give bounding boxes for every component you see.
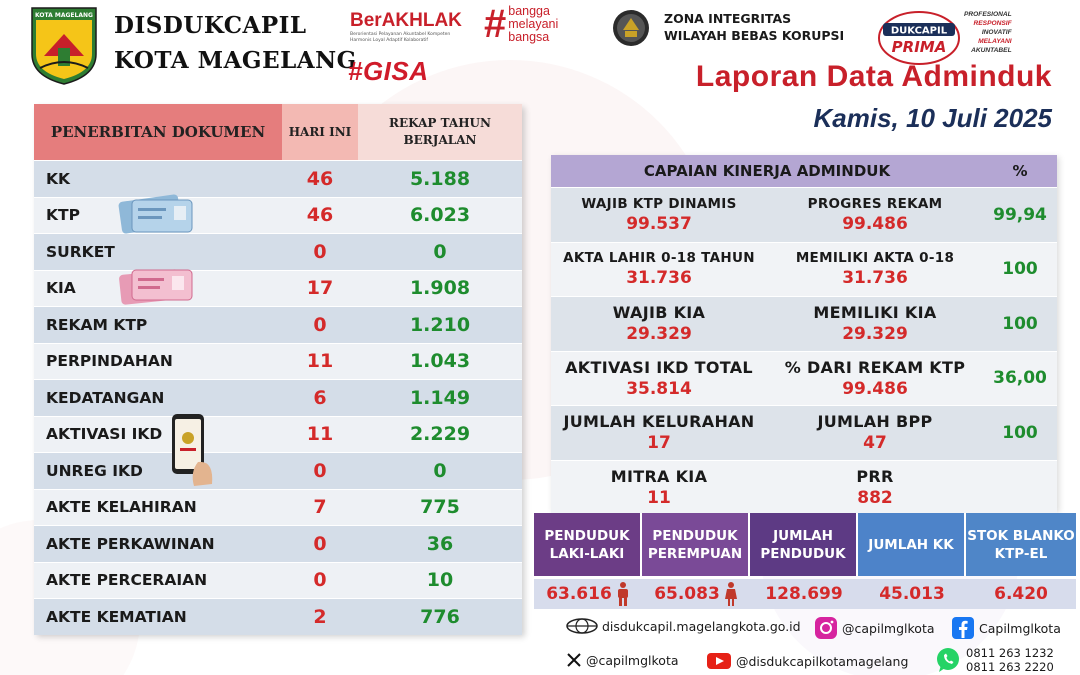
berakhlak-logo — [350, 10, 480, 44]
capaian-metric — [767, 243, 983, 297]
document-issuance-table — [34, 104, 522, 634]
bangga-line-1: bangga — [508, 3, 550, 18]
header-year-total: REKAP TAHUN BERJALAN — [358, 104, 522, 160]
metric-percent: 100 — [1002, 259, 1038, 280]
gisa-logo: #GISA — [348, 56, 429, 86]
table-row — [34, 452, 522, 489]
twitter-link[interactable] — [566, 652, 679, 668]
table-row — [34, 379, 522, 416]
instagram-icon — [814, 616, 838, 640]
metric-label: WAJIB KIA — [612, 303, 706, 323]
today-count: 0 — [313, 240, 327, 263]
zona-line-2: WILAYAH BEBAS KORUPSI — [664, 28, 845, 43]
population-kk-value: 45.013 — [879, 584, 945, 604]
dukcapil-prima-logo — [877, 10, 961, 66]
prima-value: AKUNTABEL — [971, 47, 1012, 54]
capaian-kinerja-panel — [551, 155, 1057, 511]
report-date: Kamis, 10 Juli 2025 — [813, 103, 1052, 133]
prima-value: INOVATIF — [981, 29, 1012, 36]
berakhlak-sub-2: Harmonis Loyal Adaptif Kolaboratif — [350, 38, 429, 43]
capaian-metric — [767, 188, 983, 242]
capaian-row — [551, 242, 1057, 297]
metric-label: AKTIVASI IKD TOTAL — [565, 357, 753, 377]
document-label: AKTE PERKAWINAN — [46, 534, 215, 553]
capaian-percent-header: % — [1012, 162, 1028, 180]
today-count: 46 — [306, 204, 334, 227]
table-row — [34, 270, 522, 307]
metric-value: 29.329 — [842, 324, 908, 345]
table-row — [34, 562, 522, 599]
agency-line-2: KOTA MAGELANG — [114, 47, 357, 74]
today-count: 11 — [306, 423, 334, 446]
berakhlak-word: BerAKHLAK — [350, 10, 462, 31]
table-header — [34, 104, 522, 160]
metric-value: 31.736 — [626, 268, 692, 289]
capaian-row — [551, 351, 1057, 406]
x-twitter-icon — [566, 652, 582, 668]
metric-value: 35.814 — [626, 378, 692, 399]
today-count: 17 — [306, 277, 334, 300]
prima-value: MELAYANI — [978, 38, 1012, 45]
table-row — [34, 343, 522, 380]
capaian-header — [551, 155, 1057, 187]
kia-card-icon — [118, 264, 196, 306]
metric-percent — [983, 461, 1057, 515]
metric-percent: 99,94 — [993, 204, 1047, 225]
population-head-total: JUMLAH PENDUDUK — [750, 513, 858, 576]
instagram-text: @capilmglkota — [842, 620, 935, 636]
document-label: AKTIVASI IKD — [46, 425, 163, 444]
table-row — [34, 197, 522, 234]
metric-percent: 100 — [1002, 313, 1038, 334]
capaian-row — [551, 296, 1057, 351]
document-label: UNREG IKD — [46, 461, 143, 480]
population-summary — [534, 513, 1076, 609]
population-male-cell — [534, 579, 642, 609]
population-female-value: 65.083 — [654, 584, 720, 604]
kota-magelang-logo — [28, 6, 100, 86]
capaian-metric — [551, 188, 767, 242]
hash-icon: # — [484, 2, 507, 46]
table-body — [34, 160, 522, 635]
metric-value: 99.537 — [626, 213, 692, 234]
metric-label: JUMLAH KELURAHAN — [563, 412, 755, 432]
capaian-metric — [551, 352, 767, 406]
metric-label: AKTA LAHIR 0-18 TAHUN — [563, 250, 755, 267]
berakhlak-sub-1: Berorientasi Pelayanan Akuntabel Kompeten — [350, 32, 451, 37]
year-total: 2.229 — [409, 423, 471, 446]
document-label: AKTE KEMATIAN — [46, 607, 187, 626]
bangga-melayani-bangsa-logo — [484, 4, 558, 44]
population-header — [534, 513, 1076, 576]
table-row — [34, 416, 522, 453]
metric-value: 99.486 — [842, 213, 908, 234]
whatsapp-number-2: 0811 263 2220 — [966, 660, 1054, 674]
document-label: SURKET — [46, 242, 115, 261]
year-total: 1.908 — [409, 277, 471, 300]
capaian-title: CAPAIAN KINERJA ADMINDUK — [643, 162, 891, 180]
agency-name — [114, 8, 357, 78]
ktp-card-icon — [118, 192, 196, 234]
today-count: 11 — [306, 350, 334, 373]
metric-value: 99.486 — [842, 378, 908, 399]
youtube-text: @disdukcapilkotamagelang — [736, 653, 909, 669]
metric-label: PROGRES REKAM — [807, 195, 943, 212]
capaian-metric — [767, 461, 983, 515]
zona-line-1: ZONA INTEGRITAS — [664, 11, 792, 26]
twitter-text: @capilmglkota — [586, 652, 679, 668]
metric-percent: 100 — [1002, 422, 1038, 443]
population-male-value: 63.616 — [546, 584, 612, 604]
capaian-metric — [551, 461, 767, 515]
capaian-metric — [551, 406, 767, 460]
metric-value: 29.329 — [626, 324, 692, 345]
today-count: 0 — [313, 569, 327, 592]
metric-label: MEMILIKI KIA — [813, 303, 937, 323]
population-head-stock: STOK BLANKO KTP-EL — [966, 513, 1076, 576]
population-head-male: PENDUDUK LAKI-LAKI — [534, 513, 642, 576]
today-count: 0 — [313, 459, 327, 482]
today-count: 0 — [313, 313, 327, 336]
year-total: 0 — [433, 459, 447, 482]
metric-percent: 36,00 — [993, 368, 1047, 389]
whatsapp-icon — [934, 646, 962, 674]
capaian-row — [551, 405, 1057, 460]
capaian-body — [551, 187, 1057, 514]
year-total: 0 — [433, 240, 447, 263]
prima-word: PRIMA — [891, 38, 947, 56]
globe-icon — [566, 618, 598, 634]
today-count: 2 — [313, 605, 327, 628]
whatsapp-contact[interactable] — [934, 646, 1054, 674]
capaian-metric — [551, 243, 767, 297]
website-text: disdukcapil.magelangkota.go.id — [602, 618, 801, 634]
bangga-line-2: melayani — [508, 16, 559, 31]
document-label: REKAM KTP — [46, 315, 148, 334]
metric-value: 11 — [647, 487, 671, 508]
metric-value: 31.736 — [842, 268, 908, 289]
header-today: HARI INI — [282, 104, 358, 160]
today-count: 0 — [313, 532, 327, 555]
metric-value: 882 — [857, 487, 893, 508]
capaian-metric — [551, 297, 767, 351]
document-label: KEDATANGAN — [46, 388, 165, 407]
table-row — [34, 306, 522, 343]
metric-value: 17 — [647, 433, 671, 454]
metric-label: MEMILIKI AKTA 0-18 — [795, 250, 955, 267]
metric-label: % DARI REKAM KTP — [784, 357, 966, 377]
smartphone-ikd-icon — [168, 412, 216, 490]
year-total: 1.149 — [409, 386, 471, 409]
male-figure-icon — [616, 582, 630, 606]
population-stock-value: 6.420 — [994, 584, 1048, 604]
year-total: 776 — [420, 605, 460, 628]
bangga-line-3: bangsa — [508, 29, 550, 44]
prima-value: PROFESIONAL — [964, 11, 1012, 18]
capaian-row — [551, 187, 1057, 242]
year-total: 36 — [426, 532, 454, 555]
table-row — [34, 489, 522, 526]
year-total: 1.210 — [409, 313, 471, 336]
instagram-link[interactable] — [814, 616, 935, 640]
table-row — [34, 598, 522, 635]
whatsapp-number-1: 0811 263 1232 — [966, 646, 1054, 660]
youtube-link[interactable] — [706, 652, 908, 670]
dukcapil-word: DUKCAPIL — [890, 25, 948, 37]
zona-integritas-emblem — [604, 8, 658, 48]
facebook-icon — [951, 616, 975, 640]
document-label: KIA — [46, 279, 76, 298]
website-link[interactable] — [566, 618, 801, 634]
document-label: KK — [46, 169, 71, 188]
today-count: 46 — [306, 167, 334, 190]
table-row — [34, 160, 522, 197]
year-total: 1.043 — [409, 350, 471, 373]
document-label: AKTE KELAHIRAN — [46, 498, 197, 517]
header-document: PENERBITAN DOKUMEN — [34, 104, 282, 160]
metric-label: WAJIB KTP DINAMIS — [581, 195, 737, 212]
capaian-metric — [767, 406, 983, 460]
female-figure-icon — [724, 582, 738, 606]
metric-label: PRR — [856, 466, 894, 486]
capaian-row — [551, 460, 1057, 515]
table-row — [34, 233, 522, 270]
document-label: PERPINDAHAN — [46, 352, 173, 371]
table-row — [34, 525, 522, 562]
prima-values — [964, 10, 1012, 55]
report-title: Laporan Data Adminduk — [695, 60, 1052, 93]
facebook-link[interactable] — [951, 616, 1061, 640]
prima-value: RESPONSIF — [973, 20, 1012, 27]
year-total: 10 — [426, 569, 454, 592]
today-count: 6 — [313, 386, 327, 409]
document-label: AKTE PERCERAIAN — [46, 571, 208, 590]
population-values — [534, 579, 1076, 609]
population-total-value: 128.699 — [765, 584, 843, 604]
metric-value: 47 — [863, 433, 887, 454]
year-total: 5.188 — [409, 167, 471, 190]
year-total: 775 — [420, 496, 460, 519]
youtube-icon — [706, 652, 732, 670]
document-label: KTP — [46, 206, 80, 225]
facebook-text: Capilmglkota — [979, 620, 1061, 636]
agency-line-1: DISDUKCAPIL — [114, 12, 307, 39]
zona-integritas-text — [664, 10, 844, 44]
population-head-kk: JUMLAH KK — [858, 513, 966, 576]
today-count: 7 — [313, 496, 327, 519]
population-female-cell — [642, 579, 750, 609]
metric-label: JUMLAH BPP — [817, 412, 933, 432]
capaian-metric — [767, 297, 983, 351]
year-total: 6.023 — [409, 204, 471, 227]
metric-label: MITRA KIA — [610, 466, 708, 486]
population-head-female: PENDUDUK PEREMPUAN — [642, 513, 750, 576]
capaian-metric — [767, 352, 983, 406]
logo-text: KOTA MAGELANG — [35, 12, 93, 19]
